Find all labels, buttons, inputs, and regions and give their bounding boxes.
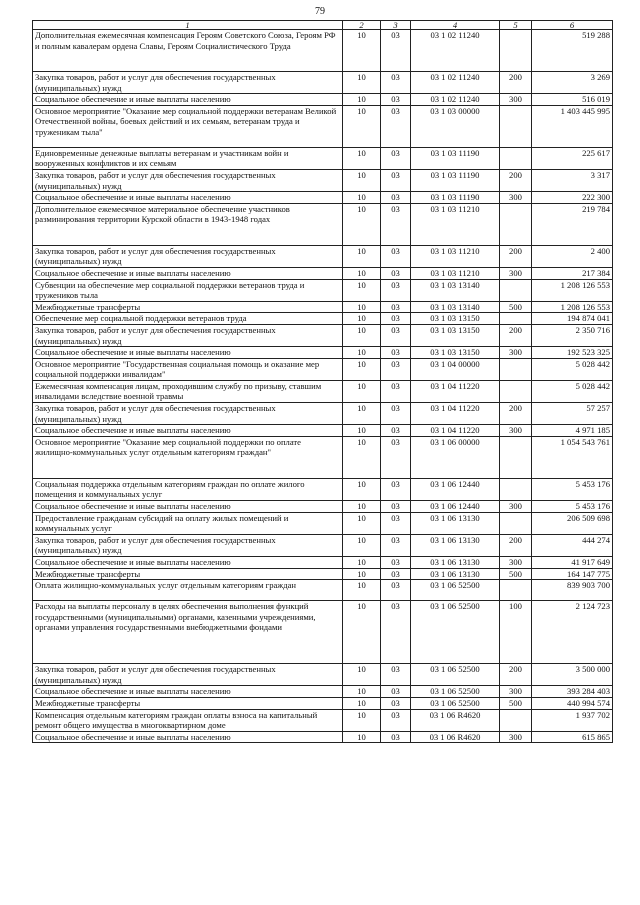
row-expense-type: 500 [500,697,532,709]
row-section: 10 [343,324,381,346]
row-target-article: 03 1 06 13130 [411,512,500,534]
row-section: 10 [343,279,381,301]
row-expense-type [500,203,532,245]
row-subsection: 03 [381,347,411,359]
row-target-article: 03 1 03 11190 [411,147,500,169]
row-name: Социальное обеспечение и иные выплаты населению [33,94,343,106]
row-subsection: 03 [381,709,411,731]
row-expense-type [500,580,532,601]
row-expense-type: 200 [500,534,532,556]
row-subsection: 03 [381,169,411,191]
row-expense-type [500,147,532,169]
row-amount: 393 284 403 [532,686,613,698]
row-target-article: 03 1 02 11240 [411,94,500,106]
row-section: 10 [343,192,381,204]
row-target-article: 03 1 06 52500 [411,580,500,601]
row-name: Единовременные денежные выплаты ветеранам и участникам войн и вооруженных конфликтов и их семьям [33,147,343,169]
row-subsection: 03 [381,267,411,279]
row-name: Расходы на выплаты персоналу в целях обеспечения выполнения функций государственными (муниципальными) органами, казенными учреждениями, органами управления государственными внебюджетными фондами [33,601,343,664]
row-target-article: 03 1 06 R4620 [411,731,500,743]
row-section: 10 [343,94,381,106]
row-amount: 519 288 [532,30,613,72]
row-subsection: 03 [381,313,411,325]
row-expense-type [500,358,532,380]
row-subsection: 03 [381,301,411,313]
row-section: 10 [343,72,381,94]
table-row [33,580,613,601]
table-row [33,425,613,437]
table-row [33,72,613,94]
table-row [33,245,613,267]
row-name: Социальное обеспечение и иные выплаты населению [33,267,343,279]
row-section: 10 [343,245,381,267]
row-subsection: 03 [381,192,411,204]
row-section: 10 [343,709,381,731]
row-expense-type [500,313,532,325]
row-expense-type: 200 [500,664,532,686]
row-section: 10 [343,105,381,147]
row-expense-type [500,709,532,731]
row-subsection: 03 [381,425,411,437]
row-name: Обеспечение мер социальной поддержки ветеранов труда [33,313,343,325]
table-row [33,203,613,245]
row-name: Основное мероприятие "Оказание мер социальной поддержки по оплате жилищно-коммунальных услуг отдельным категориям граждан" [33,436,343,478]
table-row [33,557,613,569]
row-amount: 3 269 [532,72,613,94]
row-target-article: 03 1 03 11210 [411,267,500,279]
row-amount: 164 147 775 [532,568,613,580]
row-expense-type: 200 [500,403,532,425]
table-row [33,436,613,478]
row-target-article: 03 1 02 11240 [411,30,500,72]
row-amount: 192 523 325 [532,347,613,359]
header-cell-target-article: 4 [411,21,500,30]
row-expense-type [500,30,532,72]
row-amount: 2 400 [532,245,613,267]
budget-table [32,20,613,743]
row-target-article: 03 1 06 52500 [411,664,500,686]
row-target-article: 03 1 03 11190 [411,169,500,191]
row-amount: 444 274 [532,534,613,556]
row-amount: 222 300 [532,192,613,204]
table-row [33,105,613,147]
row-target-article: 03 1 04 11220 [411,403,500,425]
row-subsection: 03 [381,279,411,301]
row-name: Дополнительная ежемесячная компенсация Героям Советского Союза, Героям РФ и полным кавалерам ордена Славы, Героям Социалистического Труда [33,30,343,72]
row-amount: 1 937 702 [532,709,613,731]
row-name: Социальное обеспечение и иные выплаты населению [33,501,343,513]
row-target-article: 03 1 06 R4620 [411,709,500,731]
row-target-article: 03 1 03 11210 [411,245,500,267]
row-expense-type: 300 [500,347,532,359]
row-expense-type [500,279,532,301]
row-name: Социальное обеспечение и иные выплаты населению [33,557,343,569]
row-amount: 5 453 176 [532,501,613,513]
row-target-article: 03 1 03 11210 [411,203,500,245]
row-name: Компенсация отдельным категориям граждан оплаты взноса на капитальный ремонт общего имущества в многоквартирном доме [33,709,343,731]
row-name: Основное мероприятие "Оказание мер социальной поддержки ветеранам Великой Отечественной войны, боевых действий и их семьям, ветеранам труда и труженикам тыла" [33,105,343,147]
row-amount: 41 917 649 [532,557,613,569]
table-row [33,534,613,556]
row-amount: 5 028 442 [532,380,613,402]
row-section: 10 [343,347,381,359]
row-name: Социальное обеспечение и иные выплаты населению [33,425,343,437]
table-header-row [33,21,613,30]
row-subsection: 03 [381,403,411,425]
row-section: 10 [343,147,381,169]
row-expense-type: 300 [500,731,532,743]
row-expense-type: 300 [500,267,532,279]
row-section: 10 [343,580,381,601]
row-subsection: 03 [381,601,411,664]
table-row [33,301,613,313]
row-expense-type: 100 [500,601,532,664]
row-subsection: 03 [381,534,411,556]
row-name: Субвенции на обеспечение мер социальной поддержки ветеранов труда и тружеников тыла [33,279,343,301]
row-section: 10 [343,267,381,279]
row-subsection: 03 [381,686,411,698]
row-target-article: 03 1 03 13150 [411,324,500,346]
row-section: 10 [343,203,381,245]
row-subsection: 03 [381,380,411,402]
row-target-article: 03 1 06 12440 [411,501,500,513]
row-expense-type [500,478,532,500]
row-target-article: 03 1 03 13140 [411,301,500,313]
row-amount: 3 317 [532,169,613,191]
row-target-article: 03 1 06 13130 [411,557,500,569]
row-target-article: 03 1 03 13150 [411,313,500,325]
row-amount: 1 054 543 761 [532,436,613,478]
row-amount: 5 453 176 [532,478,613,500]
row-amount: 3 500 000 [532,664,613,686]
row-amount: 57 257 [532,403,613,425]
row-subsection: 03 [381,580,411,601]
row-target-article: 03 1 06 00000 [411,436,500,478]
row-amount: 2 350 716 [532,324,613,346]
row-expense-type [500,436,532,478]
row-section: 10 [343,686,381,698]
row-subsection: 03 [381,731,411,743]
table-row [33,380,613,402]
header-cell-amount: 6 [532,21,613,30]
row-amount: 194 874 041 [532,313,613,325]
row-expense-type: 200 [500,72,532,94]
row-subsection: 03 [381,245,411,267]
row-subsection: 03 [381,203,411,245]
row-amount: 1 208 126 553 [532,279,613,301]
row-subsection: 03 [381,436,411,478]
row-name: Закупка товаров, работ и услуг для обеспечения государственных (муниципальных) нужд [33,403,343,425]
row-expense-type: 300 [500,94,532,106]
row-target-article: 03 1 03 13150 [411,347,500,359]
row-section: 10 [343,425,381,437]
table-row [33,568,613,580]
row-section: 10 [343,301,381,313]
table-row [33,313,613,325]
row-amount: 206 509 698 [532,512,613,534]
row-target-article: 03 1 04 11220 [411,380,500,402]
row-section: 10 [343,358,381,380]
row-amount: 217 384 [532,267,613,279]
row-expense-type: 300 [500,192,532,204]
row-subsection: 03 [381,30,411,72]
row-target-article: 03 1 06 52500 [411,601,500,664]
row-target-article: 03 1 06 13130 [411,568,500,580]
row-subsection: 03 [381,94,411,106]
row-amount: 440 994 574 [532,697,613,709]
row-amount: 1 403 445 995 [532,105,613,147]
table-row [33,169,613,191]
row-expense-type: 500 [500,568,532,580]
row-section: 10 [343,478,381,500]
row-name: Межбюджетные трансферты [33,568,343,580]
row-expense-type: 200 [500,169,532,191]
row-amount: 516 019 [532,94,613,106]
table-row [33,512,613,534]
row-subsection: 03 [381,105,411,147]
header-cell-expense-type: 5 [500,21,532,30]
row-subsection: 03 [381,568,411,580]
row-section: 10 [343,169,381,191]
row-expense-type [500,512,532,534]
row-expense-type: 300 [500,557,532,569]
header-cell-subsection: 3 [381,21,411,30]
row-name: Закупка товаров, работ и услуг для обеспечения государственных (муниципальных) нужд [33,245,343,267]
row-name: Социальное обеспечение и иные выплаты населению [33,192,343,204]
row-amount: 219 784 [532,203,613,245]
row-section: 10 [343,30,381,72]
row-expense-type: 200 [500,324,532,346]
row-subsection: 03 [381,512,411,534]
row-subsection: 03 [381,72,411,94]
table-row [33,709,613,731]
row-target-article: 03 1 02 11240 [411,72,500,94]
row-subsection: 03 [381,358,411,380]
row-name: Социальное обеспечение и иные выплаты населению [33,347,343,359]
row-section: 10 [343,436,381,478]
row-target-article: 03 1 04 00000 [411,358,500,380]
table-row [33,267,613,279]
table-row [33,601,613,664]
row-name: Закупка товаров, работ и услуг для обеспечения государственных (муниципальных) нужд [33,324,343,346]
row-amount: 839 903 700 [532,580,613,601]
table-row [33,324,613,346]
row-target-article: 03 1 06 12440 [411,478,500,500]
table-row [33,279,613,301]
table-row [33,147,613,169]
row-expense-type: 200 [500,245,532,267]
row-subsection: 03 [381,147,411,169]
table-row [33,30,613,72]
table-row [33,664,613,686]
table-row [33,347,613,359]
row-amount: 5 028 442 [532,358,613,380]
row-name: Закупка товаров, работ и услуг для обеспечения государственных (муниципальных) нужд [33,72,343,94]
row-name: Закупка товаров, работ и услуг для обеспечения государственных (муниципальных) нужд [33,169,343,191]
row-section: 10 [343,512,381,534]
row-name: Межбюджетные трансферты [33,697,343,709]
row-section: 10 [343,403,381,425]
row-subsection: 03 [381,501,411,513]
row-section: 10 [343,697,381,709]
row-section: 10 [343,568,381,580]
row-subsection: 03 [381,664,411,686]
row-expense-type: 500 [500,301,532,313]
row-name: Закупка товаров, работ и услуг для обеспечения государственных (муниципальных) нужд [33,664,343,686]
row-section: 10 [343,501,381,513]
row-section: 10 [343,601,381,664]
table-row [33,731,613,743]
page-number: 79 [315,6,325,17]
row-amount: 225 617 [532,147,613,169]
row-name: Основное мероприятие "Государственная социальная помощь и оказание мер социальной поддержки инвалидам" [33,358,343,380]
row-name: Закупка товаров, работ и услуг для обеспечения государственных (муниципальных) нужд [33,534,343,556]
row-expense-type: 300 [500,686,532,698]
row-target-article: 03 1 03 11190 [411,192,500,204]
row-section: 10 [343,731,381,743]
row-name: Социальное обеспечение и иные выплаты населению [33,731,343,743]
row-section: 10 [343,380,381,402]
row-expense-type: 300 [500,425,532,437]
row-target-article: 03 1 06 52500 [411,686,500,698]
row-section: 10 [343,557,381,569]
table-row [33,501,613,513]
table-row [33,478,613,500]
header-cell-name: 1 [33,21,343,30]
row-expense-type [500,105,532,147]
table-row [33,94,613,106]
row-name: Социальное обеспечение и иные выплаты населению [33,686,343,698]
row-name: Ежемесячная компенсация лицам, проходившим службу по призыву, ставшим инвалидами вследствие военной травмы [33,380,343,402]
header-cell-section: 2 [343,21,381,30]
table-row [33,192,613,204]
row-target-article: 03 1 04 11220 [411,425,500,437]
row-amount: 2 124 723 [532,601,613,664]
row-expense-type: 300 [500,501,532,513]
table-row [33,697,613,709]
row-subsection: 03 [381,478,411,500]
row-target-article: 03 1 06 13130 [411,534,500,556]
table-row [33,686,613,698]
row-target-article: 03 1 03 13140 [411,279,500,301]
row-amount: 4 971 185 [532,425,613,437]
row-name: Оплата жилищно-коммунальных услуг отдельным категориям граждан [33,580,343,601]
row-subsection: 03 [381,324,411,346]
row-section: 10 [343,534,381,556]
table-row [33,358,613,380]
row-target-article: 03 1 06 52500 [411,697,500,709]
row-subsection: 03 [381,697,411,709]
row-amount: 615 865 [532,731,613,743]
row-section: 10 [343,664,381,686]
row-name: Социальная поддержка отдельным категориям граждан по оплате жилого помещения и коммунальных услуг [33,478,343,500]
row-expense-type [500,380,532,402]
row-name: Предоставление гражданам субсидий на оплату жилых помещений и коммунальных услуг [33,512,343,534]
row-name: Межбюджетные трансферты [33,301,343,313]
row-subsection: 03 [381,557,411,569]
row-section: 10 [343,313,381,325]
row-target-article: 03 1 03 00000 [411,105,500,147]
row-name: Дополнительное ежемесячное материальное обеспечение участников разминирования территории Курской области в 1943-1948 годах [33,203,343,245]
table-row [33,403,613,425]
row-amount: 1 208 126 553 [532,301,613,313]
